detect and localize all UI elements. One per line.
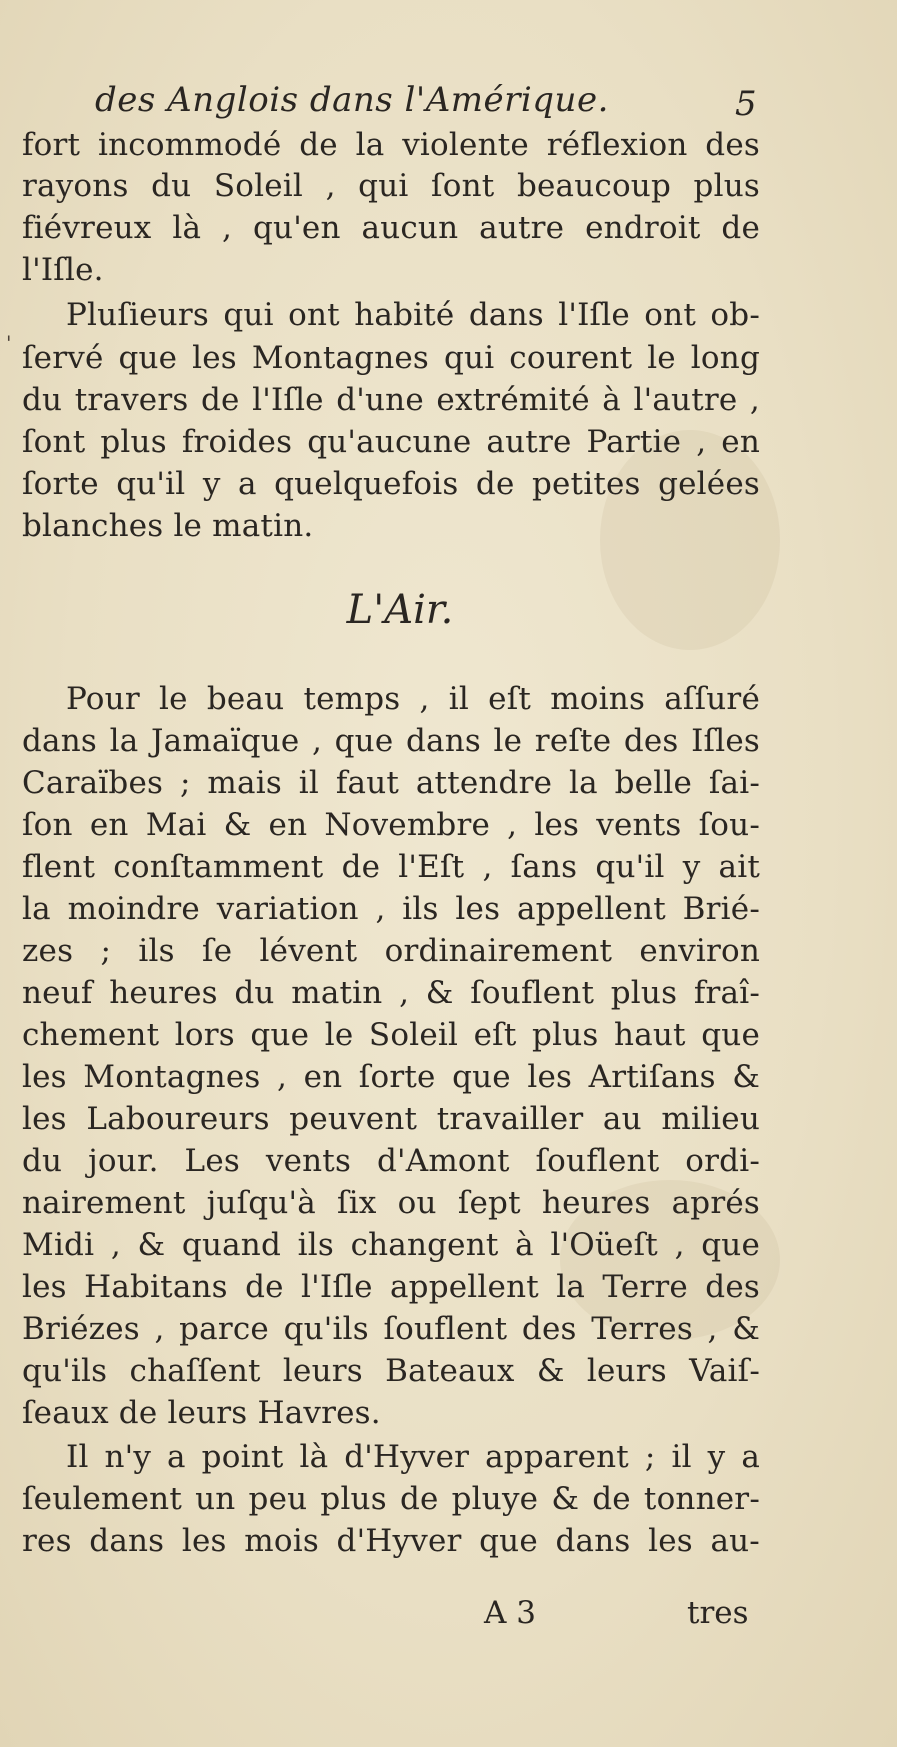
section-title: L'Air. bbox=[346, 587, 454, 633]
text-line: chement lors que le Soleil eſt plus haut que bbox=[22, 1017, 760, 1053]
text-line: nairement juſqu'à ſix ou ſept heures aprés bbox=[22, 1185, 760, 1221]
text-line: du travers de l'Iſle d'une extrémité à l'autre , bbox=[22, 382, 760, 418]
text-line: Midi , & quand ils changent à l'Oüeſt , que bbox=[22, 1227, 760, 1263]
text-line: les Habitans de l'Iſle appellent la Terre des bbox=[22, 1269, 760, 1305]
text-line: ſon en Mai & en Novembre , les vents ſou- bbox=[22, 807, 760, 843]
text-line: les Laboureurs peuvent travailler au milieu bbox=[22, 1101, 760, 1137]
text-line: qu'ils chaſſent leurs Bateaux & leurs Vaiſ- bbox=[22, 1353, 760, 1389]
signature-mark: A 3 bbox=[484, 1595, 536, 1631]
page-number: 5 bbox=[735, 84, 757, 124]
text-line: fort incommodé de la violente réflexion des bbox=[22, 127, 760, 163]
text-line: du jour. Les vents d'Amont ſouflent ordi- bbox=[22, 1143, 760, 1179]
text-line: rayons du Soleil , qui ſont beaucoup plus bbox=[22, 168, 760, 204]
text-line: Pluſieurs qui ont habité dans l'Iſle ont ob- bbox=[66, 297, 760, 333]
text-line: l'Iſle. bbox=[22, 252, 104, 288]
text-line: Caraïbes ; mais il faut attendre la belle ſai- bbox=[22, 765, 760, 801]
text-line: ſervé que les Montagnes qui courent le long bbox=[22, 340, 760, 376]
text-line: ſeaux de leurs Havres. bbox=[22, 1395, 381, 1431]
text-line: la moindre variation , ils les appellent Brié- bbox=[22, 891, 760, 927]
text-line: Pour le beau temps , il eſt moins aſſuré bbox=[66, 681, 760, 717]
text-line: ſont plus froides qu'aucune autre Partie , en bbox=[22, 424, 760, 460]
text-line: fiévreux là , qu'en aucun autre endroit de bbox=[22, 210, 760, 246]
margin-mark: ' bbox=[6, 331, 12, 355]
text-line: Il n'y a point là d'Hyver apparent ; il y a bbox=[66, 1439, 760, 1475]
text-line: neuf heures du matin , & ſouflent plus fraî- bbox=[22, 975, 760, 1011]
running-head: des Anglois dans l'Amérique. bbox=[95, 80, 609, 120]
text-line: blanches le matin. bbox=[22, 508, 314, 544]
text-line: ſorte qu'il y a quelquefois de petites gelées bbox=[22, 466, 760, 502]
text-line: Briézes , parce qu'ils ſouflent des Terres , & bbox=[22, 1311, 760, 1347]
catchword: tres bbox=[687, 1595, 749, 1631]
text-line: zes ; ils ſe lévent ordinairement environ bbox=[22, 933, 760, 969]
text-line: dans la Jamaïque , que dans le reſte des Iſles bbox=[22, 723, 760, 759]
text-line: res dans les mois d'Hyver que dans les au- bbox=[22, 1523, 760, 1559]
text-line: flent conſtamment de l'Eſt , ſans qu'il y ait bbox=[22, 849, 760, 885]
text-line: ſeulement un peu plus de pluye & de tonner- bbox=[22, 1481, 760, 1517]
text-line: les Montagnes , en ſorte que les Artiſans & bbox=[22, 1059, 760, 1095]
